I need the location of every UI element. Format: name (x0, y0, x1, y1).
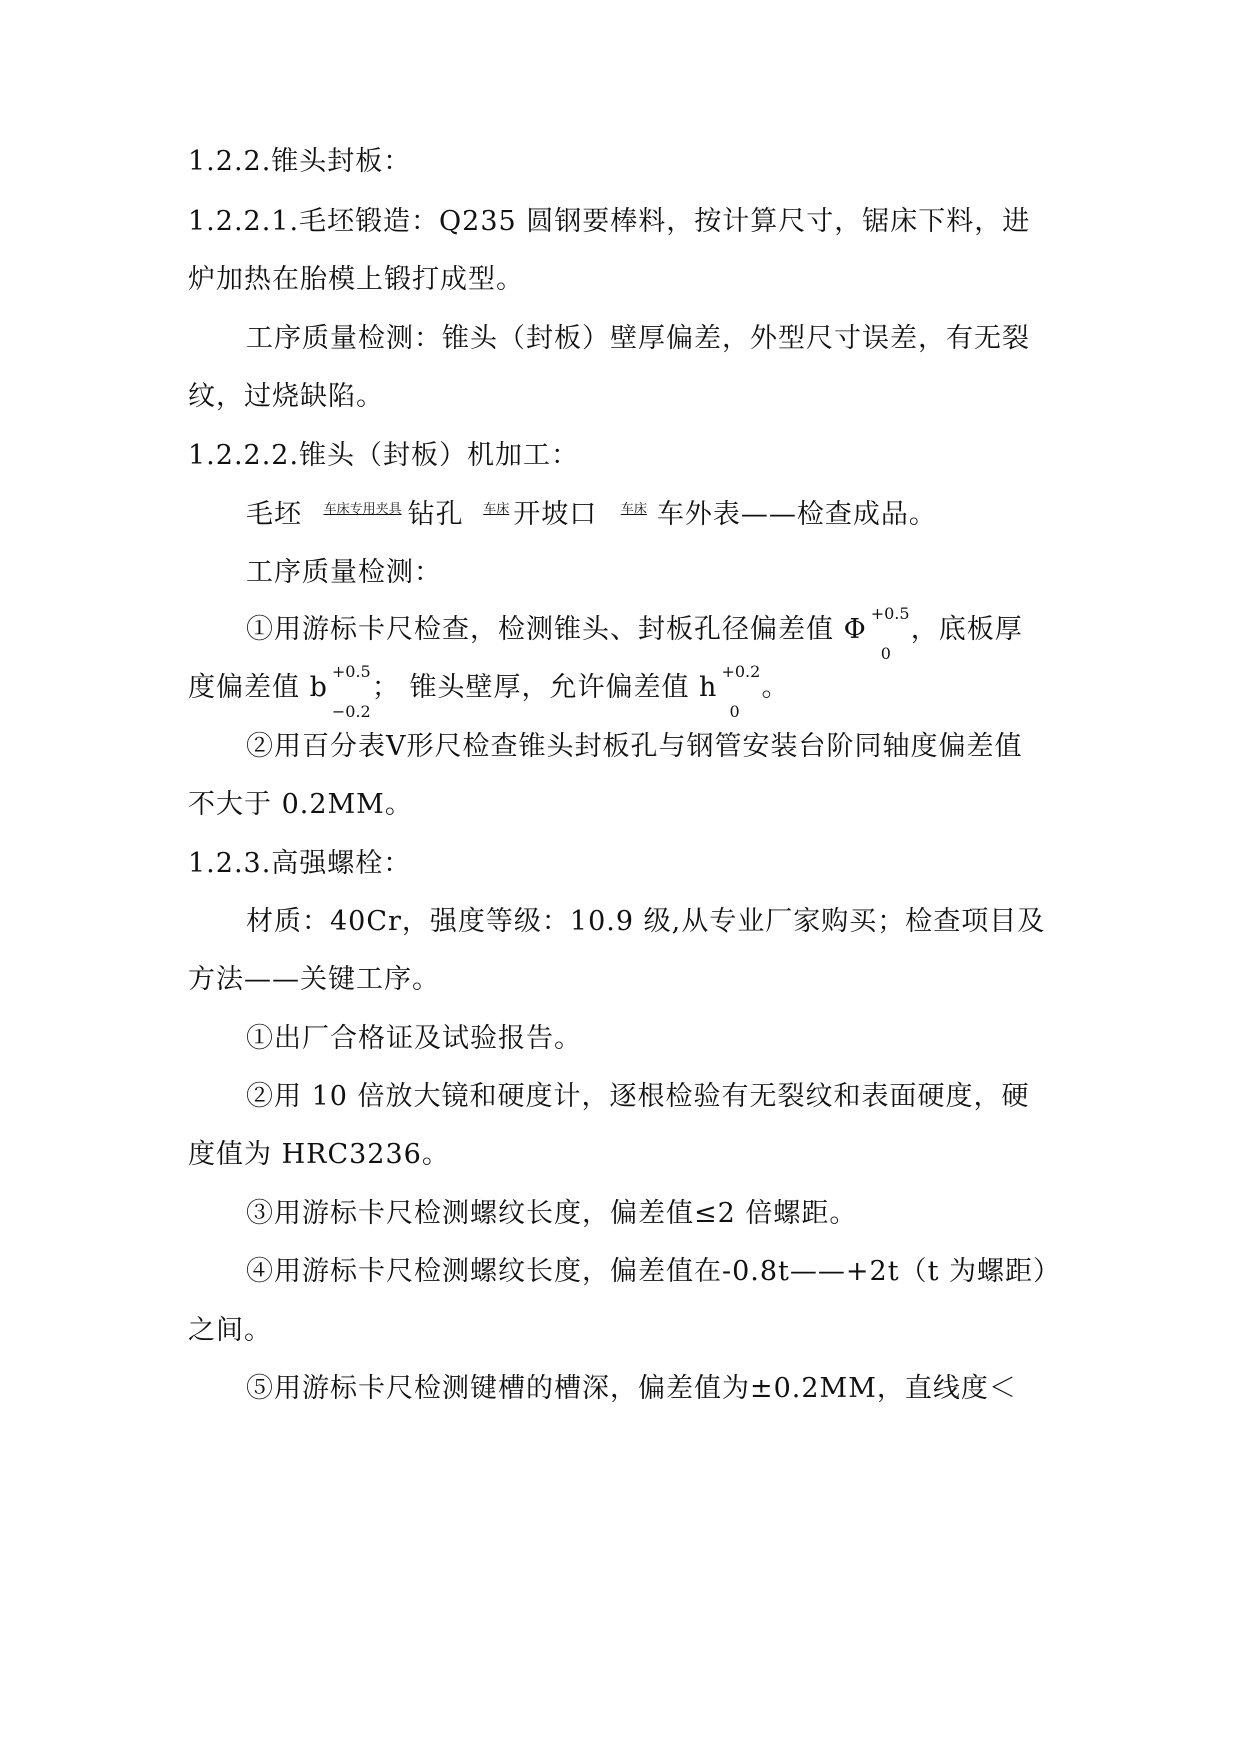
bolt-check-2-line2: 度值为 HRC3236。 (188, 1139, 450, 1170)
heading-1-2-3: 1.2.3.高强螺栓： (188, 848, 412, 879)
bolt-check-2-line1: ②用 10 倍放大镜和硬度计，逐根检验有无裂纹和表面硬度，硬 (246, 1081, 1030, 1112)
inspection-item-2-line1: ②用百分表Ⅴ形尺检查锥头封板孔与钢管安装台阶同轴度偏差值 (246, 731, 1023, 762)
inspection-item-1-line1 (246, 604, 1068, 663)
machining-process (246, 497, 1068, 538)
quality-check-1-line1: 工序质量检测：锥头（封板）壁厚偏差，外型尺寸误差，有无裂 (246, 323, 1030, 354)
process-step-turn-outer: 车外表——检查成品。 (656, 499, 937, 530)
b-lower: −0.2 (331, 702, 371, 721)
bolt-check-4-line2: 之间。 (188, 1315, 272, 1346)
inspection-item-2-line2: 不大于 0.2MM。 (188, 789, 413, 820)
inspection-item-1-line2 (188, 662, 1068, 721)
inspection-item-1-text-c: 度偏差值 b (188, 672, 328, 703)
process-tool-lathe-2: 车床 (620, 502, 647, 517)
phi-upper: +0.5 (870, 604, 910, 623)
h-lower: 0 (729, 702, 740, 721)
h-upper: +0.2 (721, 662, 761, 681)
quality-check-2: 工序质量检测： (246, 557, 442, 588)
process-tool-lathe-fixture: 车床专用夹具 (323, 502, 402, 517)
h-tolerance (717, 662, 761, 721)
process-step-drill: 钻孔 (407, 499, 464, 530)
paragraph-1-2-2-1-line2: 炉加热在胎模上锻打成型。 (188, 264, 524, 295)
paragraph-1-2-2-1-line1: 1.2.2.1.毛坯锻造：Q235 圆钢要棒料，按计算尺寸，锯床下料，进 (188, 206, 1031, 237)
bolt-check-3: ③用游标卡尺检测螺纹长度，偏差值≤2 倍螺距。 (246, 1198, 858, 1229)
heading-1-2-2-2: 1.2.2.2.锥头（封板）机加工： (188, 440, 580, 471)
b-tolerance (328, 662, 372, 721)
process-tool-lathe-1: 车床 (483, 502, 510, 517)
inspection-item-1-text-b: ，底板厚 (910, 614, 1023, 645)
inspection-item-1-text-e: 。 (761, 672, 790, 703)
phi-lower: 0 (880, 644, 891, 663)
process-step-bevel: 开坡口 (513, 499, 598, 530)
bolt-check-4-line1: ④用游标卡尺检测螺纹长度，偏差值在-0.8t——+2t（t 为螺距） (246, 1256, 1061, 1287)
phi-tolerance (867, 604, 911, 663)
inspection-item-1-text-d: ； 锥头壁厚，允许偏差值 h (371, 672, 718, 703)
bolt-check-5: ⑤用游标卡尺检测键槽的槽深，偏差值为±0.2MM，直线度＜ (246, 1373, 1017, 1404)
material-line1: 材质：40Cr，强度等级：10.9 级,从专业厂家购买；检查项目及 (246, 906, 1046, 937)
b-upper: +0.5 (331, 662, 371, 681)
material-line2: 方法——关键工序。 (188, 964, 440, 995)
inspection-item-1-text: ①用游标卡尺检查，检测锥头、封板孔径偏差值 Φ (246, 614, 867, 645)
bolt-check-1: ①出厂合格证及试验报告。 (246, 1023, 582, 1054)
process-step-blank: 毛坯 (246, 499, 302, 530)
heading-1-2-2: 1.2.2.锥头封板： (188, 146, 412, 177)
quality-check-1-line2: 纹，过烧缺陷。 (188, 381, 384, 412)
